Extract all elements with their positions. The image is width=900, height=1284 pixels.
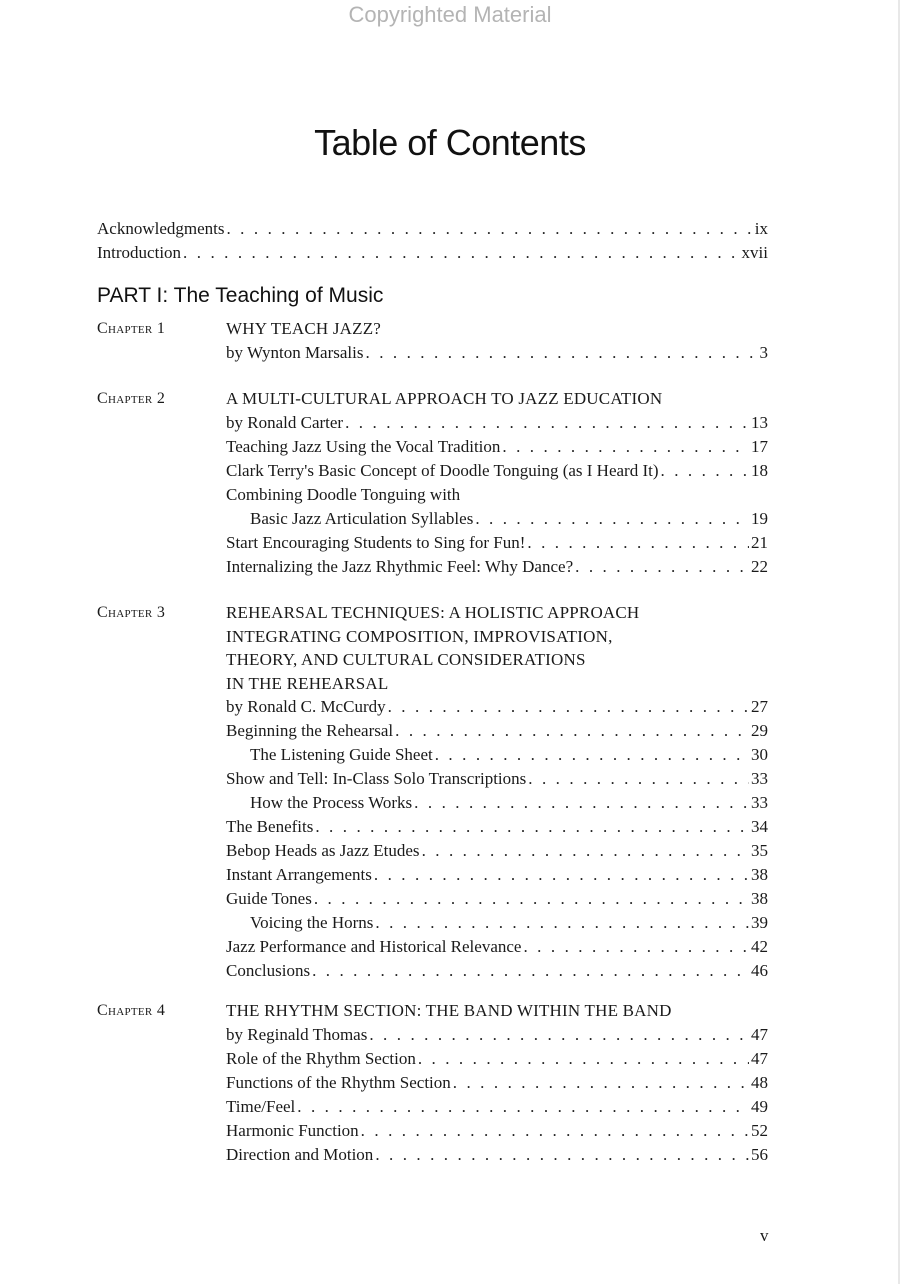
toc-entry-continued[interactable]: Combining Doodle Tonguing with [226, 484, 461, 504]
toc-entry-title: Time/Feel [226, 1096, 296, 1116]
dot-leader [528, 767, 749, 791]
toc-entry-page: 38 [751, 865, 768, 884]
toc-entry-page: 34 [751, 817, 768, 836]
dot-leader [312, 959, 749, 983]
toc-entry-title: by Ronald Carter [226, 412, 344, 432]
dot-leader [502, 435, 749, 459]
toc-entry[interactable] [226, 791, 768, 815]
toc-entry-title: Internalizing the Jazz Rhythmic Feel: Why Dance? [226, 556, 574, 576]
toc-entry[interactable] [226, 1071, 768, 1095]
chapter-body [226, 317, 768, 365]
toc-entry[interactable] [226, 815, 768, 839]
toc-entry[interactable] [226, 911, 768, 935]
toc-entry-page: 3 [759, 342, 768, 362]
toc-entry-page: 47 [751, 1024, 768, 1044]
toc-entry[interactable] [226, 555, 768, 579]
toc-entry[interactable] [226, 935, 768, 959]
dot-leader [314, 887, 749, 911]
dot-leader [369, 1023, 749, 1047]
toc-entry-page: 48 [751, 1072, 768, 1092]
dot-leader [375, 911, 749, 935]
dot-leader [226, 217, 752, 241]
dot-leader [315, 815, 749, 839]
toc-entry-title: Clark Terry's Basic Concept of Doodle Tonguing (as I Heard It) [226, 460, 659, 480]
toc-entry[interactable] [226, 1143, 768, 1167]
dot-leader [523, 935, 749, 959]
toc-entry-title: Start Encouraging Students to Sing for Fun! [226, 532, 526, 552]
toc-entry-page: 49 [751, 1096, 768, 1116]
part-heading: PART I: The Teaching of Music [97, 284, 384, 307]
toc-entry-page: 18 [751, 460, 768, 480]
toc-entry[interactable] [226, 863, 768, 887]
toc-entry[interactable] [226, 887, 768, 911]
toc-entry-page: 22 [751, 556, 768, 576]
chapter-label: Chapter 3 [97, 604, 166, 621]
chapter-title-line: REHEARSAL TECHNIQUES: A HOLISTIC APPROACH [226, 603, 640, 622]
toc-entry-title: by Reginald Thomas [226, 1024, 368, 1044]
chapter-title-line: THEORY, AND CULTURAL CONSIDERATIONS [226, 650, 586, 669]
toc-entry-title: Acknowledgments [97, 219, 225, 238]
dot-leader [414, 791, 749, 815]
chapter-title-line: INTEGRATING COMPOSITION, IMPROVISATION, [226, 626, 613, 646]
dot-leader [375, 1143, 749, 1167]
dot-leader [395, 719, 749, 743]
toc-entry-introduction[interactable] [97, 241, 768, 265]
toc-entry[interactable] [226, 459, 768, 483]
dot-leader [297, 1095, 749, 1119]
toc-entry-title: Teaching Jazz Using the Vocal Tradition [226, 436, 501, 456]
toc-entry-title: Direction and Motion [226, 1144, 374, 1164]
toc-entry-page: 30 [751, 745, 768, 764]
page-number: v [760, 1226, 769, 1245]
toc-entry[interactable] [226, 1047, 768, 1071]
chapter-label: Chapter 1 [97, 320, 166, 337]
toc-entry-page: 38 [751, 889, 768, 908]
toc-entry[interactable] [226, 1023, 768, 1047]
toc-entry-page: 56 [751, 1144, 768, 1164]
dot-leader [435, 743, 749, 767]
toc-entry-title: by Wynton Marsalis [226, 342, 364, 362]
toc-entry-page: 35 [751, 841, 768, 860]
toc-entry-title: The Listening Guide Sheet [250, 745, 433, 764]
dot-leader [422, 839, 749, 863]
toc-entry-page: 52 [751, 1120, 768, 1140]
toc-entry-title: Instant Arrangements [226, 865, 372, 884]
toc-entry-title: How the Process Works [250, 793, 413, 812]
toc-entry-title: Harmonic Function [226, 1120, 359, 1140]
toc-entry[interactable] [226, 531, 768, 555]
toc-entry-page: 29 [751, 721, 768, 740]
toc-entry[interactable] [226, 435, 768, 459]
toc-entry[interactable] [226, 507, 768, 531]
toc-entry-title: by Ronald C. McCurdy [226, 697, 386, 716]
dot-leader [361, 1119, 749, 1143]
chapter-title: A MULTI-CULTURAL APPROACH TO JAZZ EDUCATION [226, 389, 663, 408]
chapter-title: THE RHYTHM SECTION: THE BAND WITHIN THE BAND [226, 1001, 672, 1020]
dot-leader [453, 1071, 749, 1095]
dot-leader [475, 507, 749, 531]
toc-entry-title: Conclusions [226, 961, 311, 980]
toc-entry[interactable] [226, 743, 768, 767]
toc-entry[interactable] [226, 767, 768, 791]
dot-leader [366, 341, 758, 365]
toc-entry-title: Functions of the Rhythm Section [226, 1072, 451, 1092]
toc-entry-page: 33 [751, 769, 768, 788]
toc-entry-page: 33 [751, 793, 768, 812]
toc-entry-page: 27 [751, 697, 768, 716]
toc-entry-page: 42 [751, 937, 768, 956]
toc-entry[interactable] [226, 1119, 768, 1143]
front-matter [97, 217, 768, 265]
toc-entry[interactable] [226, 411, 768, 435]
dot-leader [374, 863, 749, 887]
toc-entry-title: The Benefits [226, 817, 314, 836]
toc-entry-title: Role of the Rhythm Section [226, 1048, 416, 1068]
watermark: Copyrighted Material [348, 2, 552, 27]
toc-entry-title: Voicing the Horns [250, 913, 374, 932]
chapter-label: Chapter 2 [97, 390, 166, 407]
toc-entry-title: Beginning the Rehearsal [226, 721, 394, 740]
toc-entry-page: 13 [751, 412, 768, 432]
toc-entry-title: Bebop Heads as Jazz Etudes [226, 841, 420, 860]
toc-entry-page: 39 [751, 913, 768, 932]
chapter-body [226, 601, 768, 983]
dot-leader [418, 1047, 749, 1071]
toc-entry-page: ix [754, 219, 768, 238]
dot-leader [388, 695, 749, 719]
toc-entry[interactable] [226, 1095, 768, 1119]
toc-entry[interactable] [226, 959, 768, 983]
toc-entry-page: 47 [751, 1048, 768, 1068]
toc-entry-page: 19 [751, 508, 768, 528]
chapter-body [226, 387, 768, 579]
dot-leader [661, 459, 749, 483]
toc-entry-page: 17 [751, 436, 768, 456]
chapter-title: WHY TEACH JAZZ? [226, 319, 382, 338]
toc-entry[interactable] [226, 695, 768, 719]
toc-entry-page: 21 [751, 532, 768, 552]
chapter-body [226, 999, 768, 1167]
toc-entry-title: Guide Tones [226, 889, 312, 908]
toc-entry-page: 46 [751, 961, 768, 980]
toc-entry-title: Show and Tell: In-Class Solo Transcriptions [226, 769, 527, 788]
toc-entry[interactable] [226, 341, 768, 365]
toc-entry-acknowledgments[interactable] [97, 217, 768, 241]
dot-leader [183, 241, 740, 265]
toc-entry[interactable] [226, 839, 768, 863]
toc-entry-title: Jazz Performance and Historical Relevance [226, 937, 522, 956]
toc-entry-page: xvii [741, 243, 768, 262]
toc-entry-title: Basic Jazz Articulation Syllables [250, 508, 474, 528]
chapter-label: Chapter 4 [97, 1002, 166, 1019]
toc-entry-title: Introduction [97, 243, 182, 262]
toc-entry[interactable] [226, 719, 768, 743]
dot-leader [527, 531, 749, 555]
dot-leader [575, 555, 749, 579]
dot-leader [345, 411, 749, 435]
page-title: Table of Contents [314, 122, 586, 163]
chapter-title-line: IN THE REHEARSAL [226, 673, 389, 693]
